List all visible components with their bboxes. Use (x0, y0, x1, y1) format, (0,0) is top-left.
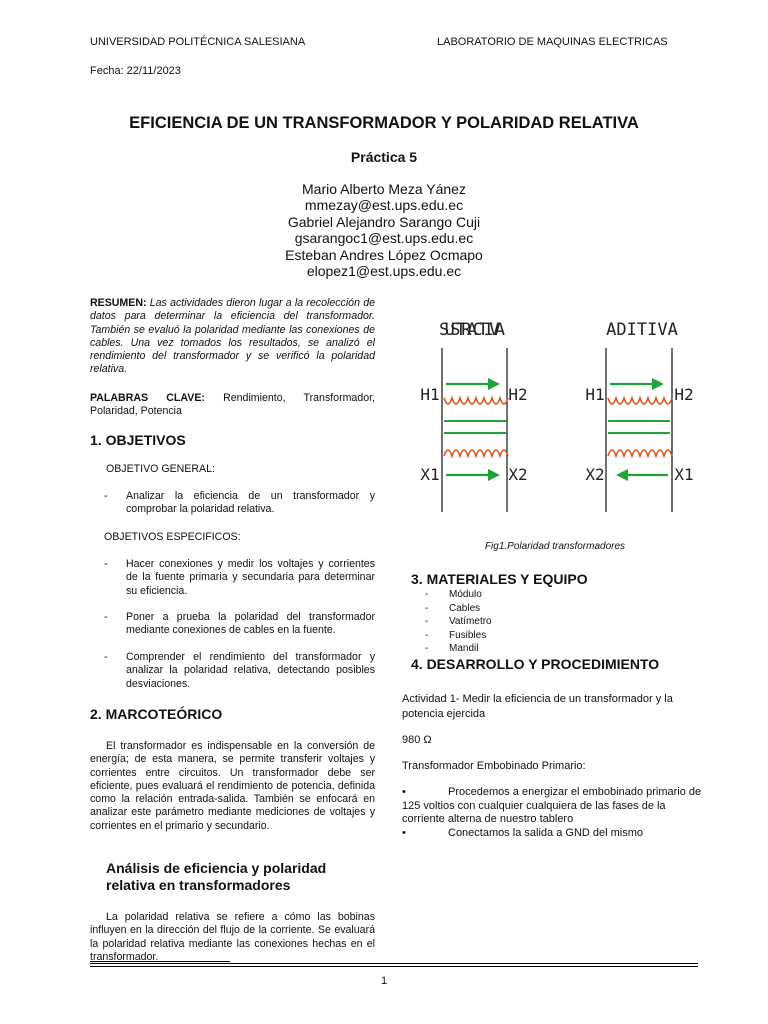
keywords-text: Rendimiento, Transformador, Polaridad, Potencia (90, 392, 375, 418)
header-date: Fecha: 22/11/2023 (90, 65, 181, 77)
header-lab: LABORATORIO DE MAQUINAS ELECTRICAS (437, 36, 668, 48)
list-item-text: Vatímetro (449, 616, 492, 627)
coil-icon (444, 450, 508, 456)
author-email: mmezay@est.ups.edu.ec (304, 197, 464, 214)
figure-title-aditiva: ADITIVA (606, 320, 678, 340)
abstract-text: Las actividades dieron lugar a la recolección de datos para determinar la eficiencia del transformador. También se evaluó la polaridad mediante las conexiones de cables. Una vez tomados los resultados, se analizó el rendimiento del transformador y se verificó la polaridad relativa. (90, 297, 375, 376)
resistance-value: 980 Ω (402, 734, 432, 746)
abstract-label: RESUMEN: (90, 297, 147, 309)
subsection-heading: Análisis de eficiencia y polaridad relativa en transformadores (106, 860, 327, 893)
terminal-label: H2 (674, 385, 694, 404)
keywords-label: PALABRAS CLAVE: (90, 392, 205, 404)
terminal-label: H2 (508, 385, 528, 404)
sustractiva-diagram (420, 348, 527, 512)
list-item-text: Cables (449, 602, 481, 614)
author-email: elopez1@est.ups.edu.ec (306, 263, 462, 280)
terminal-label: H1 (585, 385, 605, 404)
list-item-text: Conectamos la salida a GND del mismo (448, 826, 644, 839)
primary-label: Transformador Embobinado Primario: (402, 760, 586, 772)
terminal-label: X2 (508, 465, 528, 484)
section-heading-desarrollo: 4. DESARROLLO Y PROCEDIMIENTO (411, 656, 660, 672)
page-number: 1 (380, 975, 388, 987)
terminal-label: X1 (420, 465, 440, 484)
terminal-label: X1 (674, 465, 694, 484)
list-item-text: Poner a prueba la polaridad del transformador mediante conexiones de cables en la fuente. (126, 611, 375, 637)
aditiva-diagram (585, 348, 693, 512)
list-item-text: Fusibles (449, 629, 487, 641)
procedure-list (402, 786, 702, 840)
header-institution: UNIVERSIDAD POLITÉCNICA SALESIANA (90, 36, 306, 48)
arrow-icon (616, 469, 628, 481)
author-block (0, 181, 768, 279)
list-item-text: Módulo (449, 589, 482, 600)
list-item-text: Procedemos a energizar el embobinado primario de 125 voltios con cualquier cualquiera de las fases de la corriente alterna de nuestro tablero (402, 786, 702, 825)
polaridad-paragraph: La polaridad relativa se refiere a cómo las bobinas influyen en la dirección del flujo de la corriente. Se evaluará la polaridad relativa mediante las conexiones hechas en el transformador. (90, 911, 375, 963)
author-name: Esteban Andres López Ocmapo (285, 246, 483, 263)
section-heading-marco-teorico: 2. MARCOTEÓRICO (90, 706, 223, 722)
marco-teorico-paragraph: El transformador es indispensable en la conversión de energía; de esta manera, se permite transferir voltajes y corrientes entre circuitos. Un transformador debe ser eficiente, pues evaluará el rendimiento de potencia, definida como la relación entrada-salida. También se enfocará en analizar este parámetro mediante mediciones de voltajes y corrientes en el primario y secundario. (90, 740, 375, 832)
objetivos-especificos-label: OBJETIVOS ESPECIFICOS: (104, 531, 241, 543)
text-underline (90, 961, 230, 962)
figure-title-sustractiva: SUSTRACTIVA (439, 320, 505, 340)
coil-icon (444, 398, 508, 404)
terminal-label: X2 (585, 465, 605, 484)
figure-caption: Fig1.Polaridad transformadores (484, 541, 626, 552)
footer-rule (90, 966, 698, 967)
objetivo-general-label: OBJETIVO GENERAL: (106, 463, 215, 475)
list-item-text: Analizar la eficiencia de un transformador y comprobar la polaridad relativa. (126, 490, 375, 516)
author-name: Mario Alberto Meza Yánez (302, 181, 466, 197)
paper-subtitle: Práctica 5 (350, 149, 418, 165)
footer-rule (90, 963, 698, 964)
coil-icon (608, 450, 672, 456)
list-item: • Procedemos a energizar el embobinado primario de 125 voltios con cualquier cualquiera de las fases de la corriente alterna de nuestro tablero (402, 786, 702, 825)
polarity-figure (400, 308, 710, 520)
terminal-label: H1 (420, 385, 440, 404)
coil-icon (608, 398, 672, 404)
list-item-text: Mandil (449, 643, 479, 654)
arrow-icon (488, 378, 500, 390)
paper-title: EFICIENCIA DE UN TRANSFORMADOR Y POLARIDAD RELATIVA (129, 114, 639, 132)
list-item-text: Hacer conexiones y medir los voltajes y corrientes de la fuente primaria y secundaria para determinar su eficiencia. (126, 558, 375, 597)
abstract (90, 297, 375, 377)
author-name: Gabriel Alejandro Sarango Cuji (287, 213, 481, 230)
section-heading-objetivos: 1. OBJETIVOS (90, 432, 186, 448)
author-email: gsarangoc1@est.ups.edu.ec (294, 230, 474, 247)
activity-text: Actividad 1- Medir la eficiencia de un transformador y la potencia ejercida (402, 693, 673, 720)
list-item: • Conectamos la salida a GND del mismo (402, 827, 702, 841)
arrow-icon (488, 469, 500, 481)
section-heading-materiales: 3. MATERIALES Y EQUIPO (411, 571, 588, 587)
arrow-icon (652, 378, 664, 390)
list-item-text: Comprender el rendimiento del transformador y analizar la polaridad relativa, detectando posibles desviaciones. (126, 651, 375, 690)
keywords (90, 392, 375, 419)
